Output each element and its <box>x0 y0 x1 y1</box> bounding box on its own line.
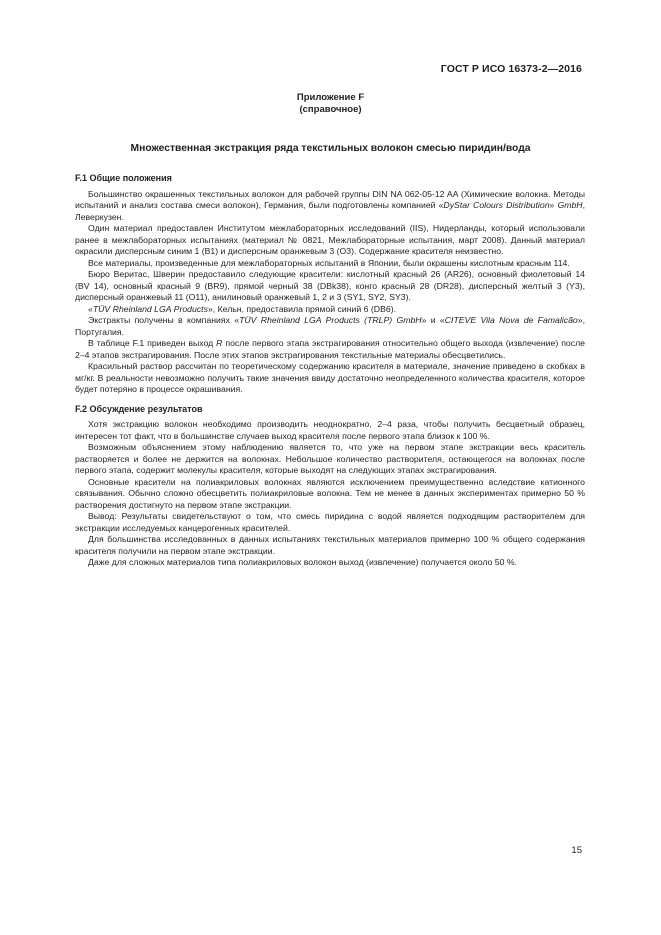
annex-title: Приложение F <box>296 92 365 103</box>
paragraph <box>75 304 585 316</box>
document-code: ГОСТ Р ИСО 16373-2—2016 <box>440 63 582 75</box>
text: », Португалия. <box>75 315 585 337</box>
section-heading-f1: F.1 Общие положения <box>75 173 172 183</box>
italic-text: R <box>216 338 223 348</box>
italic-text: CITEVE Vila Nova de Famalicão <box>444 315 578 325</box>
italic-text: TÜV Rheinland LGA Products <box>92 303 208 314</box>
text: » <box>549 200 558 210</box>
text: В таблице F.1 приведен выход <box>88 338 217 348</box>
paragraph <box>75 315 585 338</box>
text: Большинство окрашенных текстильных волокон для рабочей группы DIN NA 062-05-12 AA (Химические волокна. Методы испытаний и анализ состава смеси волокон), Германия, были подготовлены компанией « <box>75 188 585 210</box>
italic-text: TÜV Rheinland LGA Products (TRLP) GmbH <box>239 315 422 325</box>
italic-text: DyStar Colours Distribution <box>443 200 550 210</box>
paragraph: Один материал предоставлен Институтом межлабораторных исследований (IIS), Нидерланды, который использовали ранее в межлабораторных испытаниях (материал № 0821, Межлабораторные испытания, март 2008). Данный материал окрасили дисперсным синим 1 (B1) и дисперсным оранжевым 3 (O3). Содержание красителя неизвестно. <box>75 223 585 256</box>
text: Экстракты получены в компаниях « <box>88 315 240 325</box>
paragraph: Все материалы, произведенные для межлабораторных испытаний в Японии, были окрашены кислотным красным 114. <box>88 257 570 268</box>
italic-text: GmbH <box>557 200 583 210</box>
text: « <box>88 303 93 314</box>
paragraph: Даже для сложных материалов типа полиакриловых волокон выход (извлечение) получается около 50 %. <box>88 557 517 567</box>
text: » и « <box>421 315 445 325</box>
paragraph: Вывод: Результаты свидетельствуют о том, что смесь пиридина с водой является подходящим растворителем для экстракции исследуемых канцерогенных красителей. <box>75 511 585 533</box>
paragraph: Красильный раствор рассчитан по теоретическому содержанию красителя в материале, значение приведено в скобках в мг/кг. В реальности невозможно получить такие значения ввиду достаточно неопределенного количества красителя, которое будет потеряно в процессе окрашивания. <box>75 361 585 394</box>
page-number: 15 <box>571 845 582 856</box>
text: , Леверкузен. <box>75 200 585 222</box>
annex-heading <box>0 92 661 116</box>
paragraph: Основные красители на полиакриловых волокнах являются исключением преимущественно вследствие катионного связывания. Обычно сложно обесцветить полиакриловые волокна. Тем не менее в данных экспериментах примерно 50 % растворения достигнуто на первом этапе экстракции. <box>75 476 585 510</box>
text: », Кельн, предоставила прямой синий 6 (DB6). <box>207 303 397 314</box>
main-title: Множественная экстракция ряда текстильных волокон смесью пиридин/вода <box>130 143 531 154</box>
paragraph <box>75 189 585 224</box>
text: после первого этапа экстрагирования относительно общего выхода (извлечение) после 2–4 этапов экстрагирования. После этих этапов экстрагирования текстильные материалы обесцветились. <box>75 338 585 360</box>
annex-subtitle: (справочное) <box>299 104 362 115</box>
paragraph: Возможным объяснением этому наблюдению является то, что уже на первом этапе экстракции весь краситель растворяется и более не держится на волокнах. Небольшое количество растворителя, остающегося на волокнах после первого этапа, содержит молекулы красителя, которые выходят на следующих этапах экстрагирования. <box>75 442 585 475</box>
paragraph: Бюро Веритас, Шверин предоставило следующие красители: кислотный красный 26 (AR26), основный фиолетовый 14 (BV 14), основный красный 9 (BR9), прямой черный 38 (DBk38), конго красный 28 (DR28), дисперсный желтый 3 (Y3), дисперсный оранжевый 11 (O11), анилиновый оранжевый 1, 2 и 3 (SY1, SY2, SY3). <box>75 269 585 302</box>
paragraph: Для большинства исследованных в данных испытаниях текстильных материалов примерно 100 % общего содержания красителя получили на первом этапе экстракции. <box>75 534 585 556</box>
section-heading-f2: F.2 Обсуждение результатов <box>75 403 203 414</box>
paragraph: Хотя экстракцию волокон необходимо производить неоднократно, 2–4 раза, чтобы получить бесцветный образец, интересен тот факт, что в большинстве случаев выход красителя после первого этапа близок к 100 %. <box>75 419 585 441</box>
paragraph <box>75 338 585 361</box>
document-body <box>75 173 585 569</box>
